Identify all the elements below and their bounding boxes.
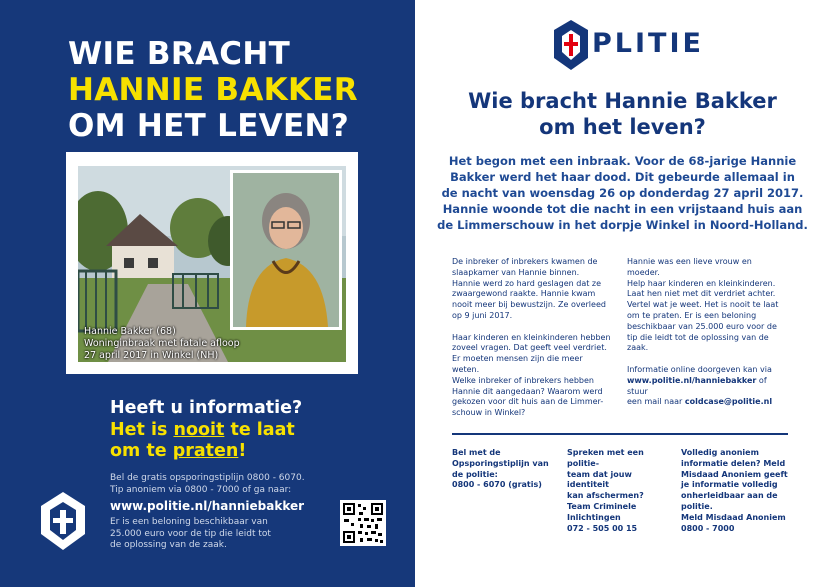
info-answer-line2-post: !: [238, 441, 247, 461]
info-question: Heeft u informatie?: [110, 398, 303, 418]
body-line: zwaargewond raakte. Hannie kwam: [452, 289, 596, 299]
intro-line: Bakker werd het haar dood. Dit gebeurde allemaal in: [450, 170, 795, 184]
body-line: Haar kinderen en kleinkinderen hebben: [452, 332, 611, 342]
logo-wordmark: [592, 28, 704, 59]
body-line: tip die leidt tot de oplossing van de zaak.: [627, 332, 769, 353]
body-line: Er moeten mensen zijn die meer weten.: [452, 354, 583, 374]
body-line: Help haar kinderen en kleinkinderen.: [627, 278, 776, 288]
tip-text: [110, 472, 340, 496]
email-link[interactable]: coldcase@politie.nl: [684, 397, 773, 407]
info-answer-underlined: nooit: [173, 420, 225, 440]
intro-line: de Limmerschouw in het dorpje Winkel in Noord-Holland.: [437, 218, 808, 232]
reward-text: [110, 517, 280, 552]
mail-pre: een mail naar: [627, 397, 685, 407]
online-after-url: of stuur: [627, 375, 767, 396]
contact-line: Bel met de: [452, 448, 501, 457]
body-column-2: [627, 257, 787, 408]
page-title: [435, 88, 810, 140]
intro-line: Hannie woonde tot die nacht in een vrijstaand huis aan: [442, 202, 803, 216]
reward-line: de oplossing van de zaak.: [110, 540, 227, 550]
headline-line-1: WIE BRACHT: [68, 36, 291, 72]
body-line: beschikbaar van 25.000 euro voor de: [627, 321, 777, 331]
contact-team-criminele-inlichtingen: [567, 448, 672, 534]
intro-text: [435, 153, 810, 233]
info-answer-mid: te laat: [224, 420, 295, 440]
body-line: gekozen voor dit huis aan de Limmer-: [452, 397, 604, 407]
body-line: slaapkamer van Hannie binnen.: [452, 267, 580, 277]
politie-logo: [550, 18, 704, 74]
contact-phone[interactable]: 072 - 505 00 15: [567, 523, 638, 533]
body-line: Hannie dit aangedaan? Waarom werd: [452, 386, 603, 396]
contact-line: kan afschermen?: [567, 491, 644, 501]
body-line: [627, 397, 787, 408]
body-line: nooit meer bij bewustzijn. Ze overleed: [452, 300, 606, 310]
body-line: Laat hen niet met dit verdriet achter.: [627, 289, 776, 299]
contact-line: Meld Misdaad Anoniem: [681, 512, 786, 522]
body-line: [627, 376, 787, 398]
title-line: om het leven?: [539, 115, 706, 139]
contact-tiplijn: [452, 448, 557, 491]
contact-line: Opsporingstiplijn van: [452, 458, 549, 468]
headline-line-3: OM HET LEVEN?: [68, 108, 349, 144]
body-line: om te praten. Er is een beloning: [627, 310, 757, 320]
body-line: Welke inbreker of inbrekers hebben: [452, 375, 594, 385]
contact-meld-misdaad-anoniem: [681, 448, 796, 534]
logo-letter: P: [592, 28, 615, 59]
info-answer: [110, 420, 340, 462]
qr-code[interactable]: [340, 500, 386, 546]
body-line: Vertel wat je weet. Het is nooit te laat: [627, 300, 779, 310]
intro-line: Het begon met een inbraak. Voor de 68-jarige Hannie: [448, 154, 797, 168]
reward-line: 25.000 euro voor de tip die leidt tot: [110, 528, 271, 539]
contact-line: Team Criminele: [567, 501, 637, 511]
body-line: Informatie online doorgeven kan via: [627, 364, 772, 374]
politie-badge-icon: [550, 18, 592, 74]
caption-line: Woninginbraak met fatale afloop: [84, 338, 240, 349]
reward-line: Er is een beloning beschikbaar van: [110, 517, 268, 527]
intro-line: de nacht van woensdag 26 op donderdag 27 april 2017.: [441, 186, 804, 200]
headline-line-2: HANNIE BAKKER: [68, 72, 358, 108]
body-line: De inbreker of inbrekers kwamen de: [452, 257, 598, 266]
body-line: Hannie was een lieve vrouw en moeder.: [627, 257, 752, 277]
contact-line: je informatie volledig: [681, 480, 778, 490]
contact-line: informatie delen? Meld: [681, 458, 786, 468]
contact-phone[interactable]: 0800 - 6070 (gratis): [452, 480, 542, 490]
contact-line: Misdaad Anoniem geeft: [681, 469, 788, 479]
info-answer-line2-underlined: praten: [172, 441, 239, 461]
contact-line: team dat jouw identiteit: [567, 469, 632, 490]
body-line: zoveel vragen. Dat geeft veel verdriet.: [452, 343, 607, 353]
caption-line: 27 april 2017 in Winkel (NH): [84, 350, 219, 361]
headline: [68, 36, 398, 144]
info-answer-pre: Het is: [110, 420, 174, 440]
contact-line: Volledig anoniem: [681, 448, 759, 457]
body-line: schouw in Winkel?: [452, 408, 526, 418]
logo-rest: LITIE: [614, 28, 704, 59]
body-column-1: [452, 257, 612, 419]
divider: [452, 433, 788, 435]
online-url-link[interactable]: www.politie.nl/hanniebakker: [627, 375, 757, 385]
contact-line: politie.: [681, 501, 713, 511]
contact-line: onherleidbaar aan de: [681, 491, 778, 501]
caption-line: Hannie Bakker (68): [84, 326, 176, 337]
title-line: Wie bracht Hannie Bakker: [468, 89, 777, 113]
website-link[interactable]: www.politie.nl/hanniebakker: [110, 499, 305, 513]
photo-caption: [84, 326, 240, 362]
tip-line: Bel de gratis opsporingstiplijn 0800 - 6070.: [110, 473, 305, 483]
body-line: Hannie werd zo hard geslagen dat ze: [452, 278, 602, 288]
contact-line: de politie:: [452, 469, 498, 479]
right-panel: [415, 0, 830, 587]
police-emblem-icon: [38, 490, 88, 552]
contact-phone[interactable]: 0800 - 7000: [681, 523, 735, 533]
contact-line: Spreken met een politie-: [567, 448, 644, 468]
tip-line: Tip anoniem via 0800 - 7000 of ga naar:: [110, 485, 292, 495]
body-line: op 9 juni 2017.: [452, 310, 513, 320]
info-answer-line2-pre: om te: [110, 441, 173, 461]
contact-line: Inlichtingen: [567, 512, 621, 522]
